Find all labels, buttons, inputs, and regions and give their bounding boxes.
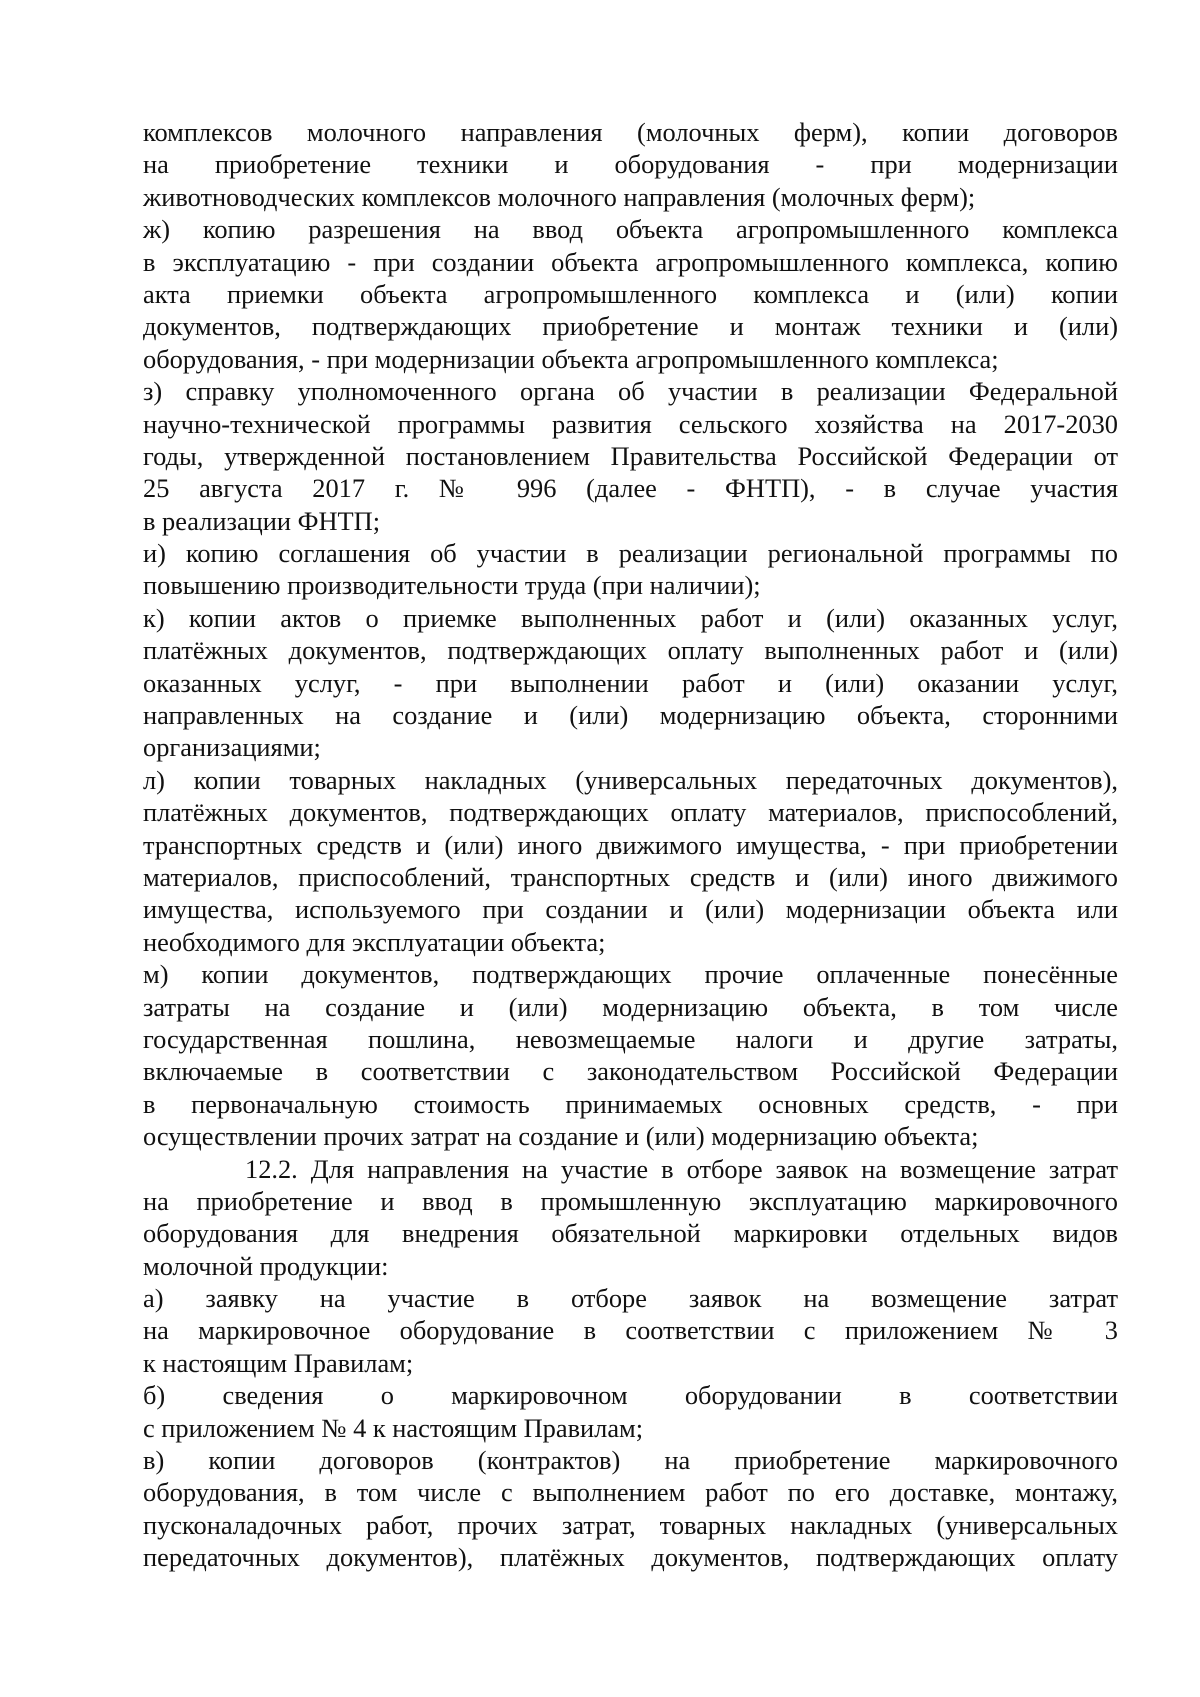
text-line: платёжных документов, подтверждающих оплату материалов, приспособлений, [143,797,1118,828]
text-line: м) копии документов, подтверждающих прочие оплаченные понесённые [143,959,1118,990]
text-line: платёжных документов, подтверждающих оплату выполненных работ и (или) [143,635,1118,666]
text-line: оборудования для внедрения обязательной маркировки отдельных видов [143,1218,1118,1249]
text-line: комплексов молочного направления (молочных ферм), копии договоров [143,117,1118,147]
text-line: оборудования, - при модернизации объекта агропромышленного комплекса; [143,343,999,374]
text-line: оборудования, в том числе с выполнением работ по его доставке, монтажу, [143,1477,1118,1508]
text-line: на маркировочное оборудование в соответствии с приложением № 3 [143,1315,1118,1346]
text-line: к настоящим Правилам; [143,1347,414,1378]
text-line: научно-технической программы развития сельского хозяйства на 2017-2030 [143,408,1118,439]
text-line: направленных на создание и (или) модернизацию объекта, сторонними [143,700,1118,731]
text-line: документов, подтверждающих приобретение и монтаж техники и (или) [143,311,1118,342]
text-line: 12.2. Для направления на участие в отборе заявок на возмещение затрат [245,1153,1118,1184]
text-line: с приложением № 4 к настоящим Правилам; [143,1412,644,1443]
text-line: в первоначальную стоимость принимаемых основных средств, - при [143,1088,1118,1119]
text-line: б) сведения о маркировочном оборудовании в соответствии [143,1380,1118,1411]
text-line: л) копии товарных накладных (универсальных передаточных документов), [143,764,1118,795]
text-line: годы, утвержденной постановлением Правительства Российской Федерации от [143,440,1118,471]
text-line: оказанных услуг, - при выполнении работ и (или) оказании услуг, [143,667,1118,698]
text-line: молочной продукции: [143,1250,389,1281]
text-line: передаточных документов), платёжных документов, подтверждающих оплату [143,1542,1118,1573]
text-line: осуществлении прочих затрат на создание и (или) модернизацию объекта; [143,1121,979,1152]
text-line: 25 августа 2017 г. № 996 (далее - ФНТП), - в случае участия [143,473,1118,504]
text-line: в) копии договоров (контрактов) на приобретение маркировочного [143,1445,1118,1476]
text-line: а) заявку на участие в отборе заявок на возмещение затрат [143,1283,1118,1314]
document-body [143,116,1118,1574]
text-line: ж) копию разрешения на ввод объекта агропромышленного комплекса [143,214,1118,245]
text-line: пусконаладочных работ, прочих затрат, товарных накладных (универсальных [143,1509,1118,1540]
text-line: в реализации ФНТП; [143,505,381,536]
text-line: з) справку уполномоченного органа об участии в реализации Федеральной [143,376,1118,407]
text-line: государственная пошлина, невозмещаемые налоги и другие затраты, [143,1023,1118,1054]
text-line: организациями; [143,732,321,763]
text-line: включаемые в соответствии с законодательством Российской Федерации [143,1056,1118,1087]
text-line: и) копию соглашения об участии в реализации региональной программы по [143,538,1118,569]
text-line: материалов, приспособлений, транспортных средств и (или) иного движимого [143,861,1118,892]
text-line: затраты на создание и (или) модернизацию объекта, в том числе [143,991,1118,1022]
text-line: повышению производительности труда (при наличии); [143,570,761,601]
text-line: необходимого для эксплуатации объекта; [143,926,606,957]
text-line: транспортных средств и (или) иного движимого имущества, - при приобретении [143,829,1118,860]
text-line: на приобретение и ввод в промышленную эксплуатацию маркировочного [143,1185,1118,1216]
text-line: на приобретение техники и оборудования - при модернизации [143,149,1118,180]
text-line: акта приемки объекта агропромышленного комплекса и (или) копии [143,278,1118,309]
text-line: животноводческих комплексов молочного направления (молочных ферм); [143,181,976,212]
text-line: в эксплуатацию - при создании объекта агропромышленного комплекса, копию [143,246,1118,277]
text-line: к) копии актов о приемке выполненных работ и (или) оказанных услуг, [143,602,1118,633]
text-line: имущества, используемого при создании и (или) модернизации объекта или [143,894,1118,925]
